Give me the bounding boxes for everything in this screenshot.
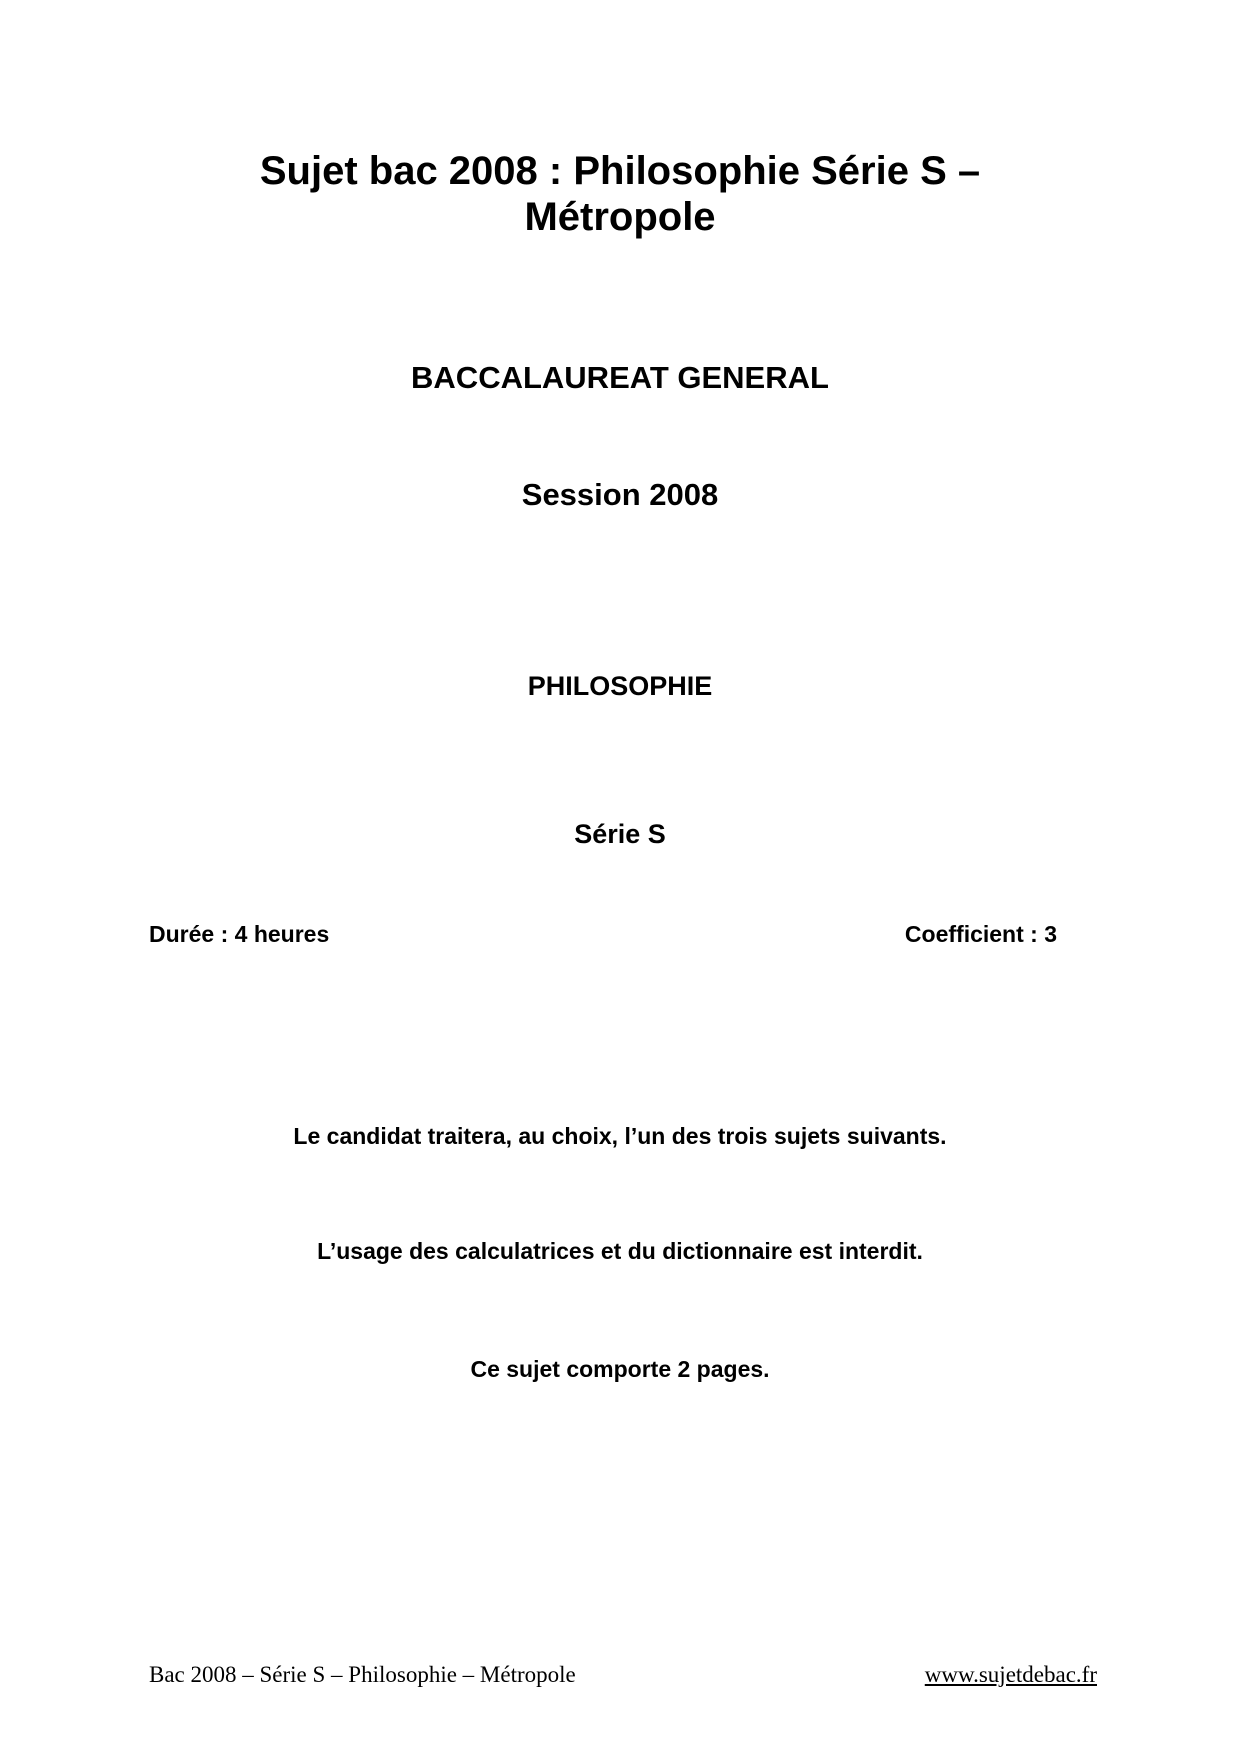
subject-heading: PHILOSOPHIE [527, 671, 713, 701]
title-line-2: Métropole [524, 195, 716, 239]
title-line-1: Sujet bac 2008 : Philosophie Série S – [259, 149, 981, 193]
duration-label: Durée : 4 heures [149, 921, 330, 947]
instruction-pages: Ce sujet comporte 2 pages. [470, 1356, 770, 1382]
series-heading: Série S [574, 819, 666, 849]
session-heading: Session 2008 [521, 477, 719, 512]
footer-link[interactable]: www.sujetdebac.fr [924, 1662, 1097, 1687]
coefficient-label: Coefficient : 3 [904, 921, 1057, 947]
instruction-choice: Le candidat traitera, au choix, l’un des trois sujets suivants. [293, 1123, 947, 1149]
instruction-calculators: L’usage des calculatrices et du dictionnaire est interdit. [317, 1238, 923, 1264]
exam-heading: BACCALAUREAT GENERAL [411, 360, 829, 395]
document-title [0, 148, 1240, 240]
footer-text: Bac 2008 – Série S – Philosophie – Métropole [149, 1662, 576, 1687]
